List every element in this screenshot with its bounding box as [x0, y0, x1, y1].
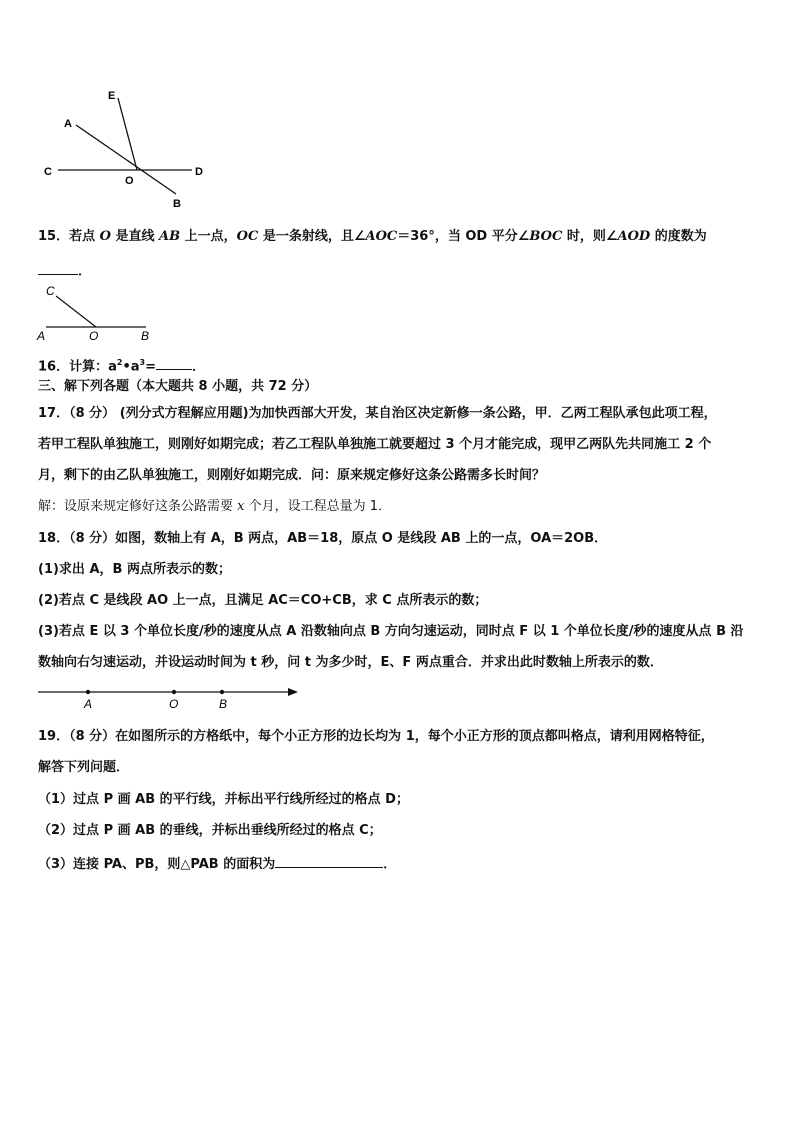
fig15-label-C: C [46, 284, 55, 298]
answer-blank-19[interactable] [275, 853, 383, 868]
question-17-line-2: 若甲工程队单独施工，则刚好如期完成；若乙工程队单独施工就要超过 3 个月才能完成，现甲乙两队先共同施工 2 个 [38, 437, 712, 452]
question-19-line-2: 解答下列问题． [38, 760, 130, 775]
fig15-label-A: A [37, 329, 46, 343]
numline-label-B: B [219, 697, 228, 711]
label-A: A [64, 118, 72, 130]
label-D: D [195, 166, 203, 178]
arrow-right-icon [288, 688, 298, 696]
label-E: E [108, 90, 116, 102]
question-15-answer: ． [38, 260, 91, 281]
figure-15 [34, 282, 164, 344]
label-B: B [173, 198, 181, 210]
answer-blank-16[interactable] [156, 355, 192, 370]
question-17-solution: 解：设原来规定修好这条公路需要 x 个月，设工程总量为 1． [38, 499, 392, 514]
question-18-part-2: (2)若点 C 是线段 AO 上一点，且满足 AC＝CO+CB，求 C 点所表示的数； [38, 593, 488, 608]
fig15-label-O: O [89, 329, 99, 343]
question-19-part-3: （3）连接 PA、PB，则△PAB 的面积为 ． [38, 853, 396, 874]
question-19-part-1: （1）过点 P 画 AB 的平行线，并标出平行线所经过的格点 D； [38, 792, 409, 807]
question-18-part-3a: (3)若点 E 以 3 个单位长度/秒的速度从点 A 沿数轴向点 B 方向匀速运动，同时点 F 以 1 个单位长度/秒的速度从点 B 沿 [38, 624, 744, 639]
question-18-part-3b: 数轴向右匀速运动，并设运动时间为 t 秒，问 t 为多少时，E、F 两点重合．并求出此时数轴上所表示的数． [38, 655, 663, 670]
numline-label-A: A [84, 697, 93, 711]
fig15-label-B: B [141, 329, 150, 343]
question-17-line-3: 月，剩下的由乙队单独施工，则刚好如期完成．问：原来规定修好这条公路需多长时间？ [38, 468, 546, 483]
answer-blank[interactable] [38, 260, 78, 275]
label-O: O [125, 175, 134, 187]
question-19-part-2: （2）过点 P 画 AB 的垂线，并标出垂线所经过的格点 C； [38, 823, 382, 838]
question-15: 15．若点 O 是直线 AB 上一点，OC 是一条射线，且∠AOC＝36°，当 OD 平分∠BOC 时，则∠AOD 的度数为 [38, 229, 707, 244]
question-16: 16．计算：$a^2•a^3=$ ． [38, 354, 205, 376]
question-18-part-1: (1)求出 A，B 两点所表示的数； [38, 562, 231, 577]
number-line [34, 682, 304, 712]
angle-figure-top [40, 84, 220, 214]
section-heading: 三、解下列各题（本大题共 8 小题，共 72 分） [38, 379, 318, 394]
question-18-line-1: 18．（8 分）如图，数轴上有 A，B 两点，AB＝18，原点 O 是线段 AB 上的一点，OA＝2OB． [38, 531, 608, 546]
label-C: C [44, 166, 52, 178]
question-17-line-1: 17．（8 分） (列分式方程解应用题)为加快西部大开发，某自治区决定新修一条公路，甲．乙两工程队承包此项工程， [38, 406, 717, 421]
numline-label-O: O [169, 697, 179, 711]
question-19-line-1: 19．（8 分）在如图所示的方格纸中，每个小正方形的边长均为 1，每个小正方形的顶点都叫格点，请利用网格特征， [38, 729, 714, 744]
